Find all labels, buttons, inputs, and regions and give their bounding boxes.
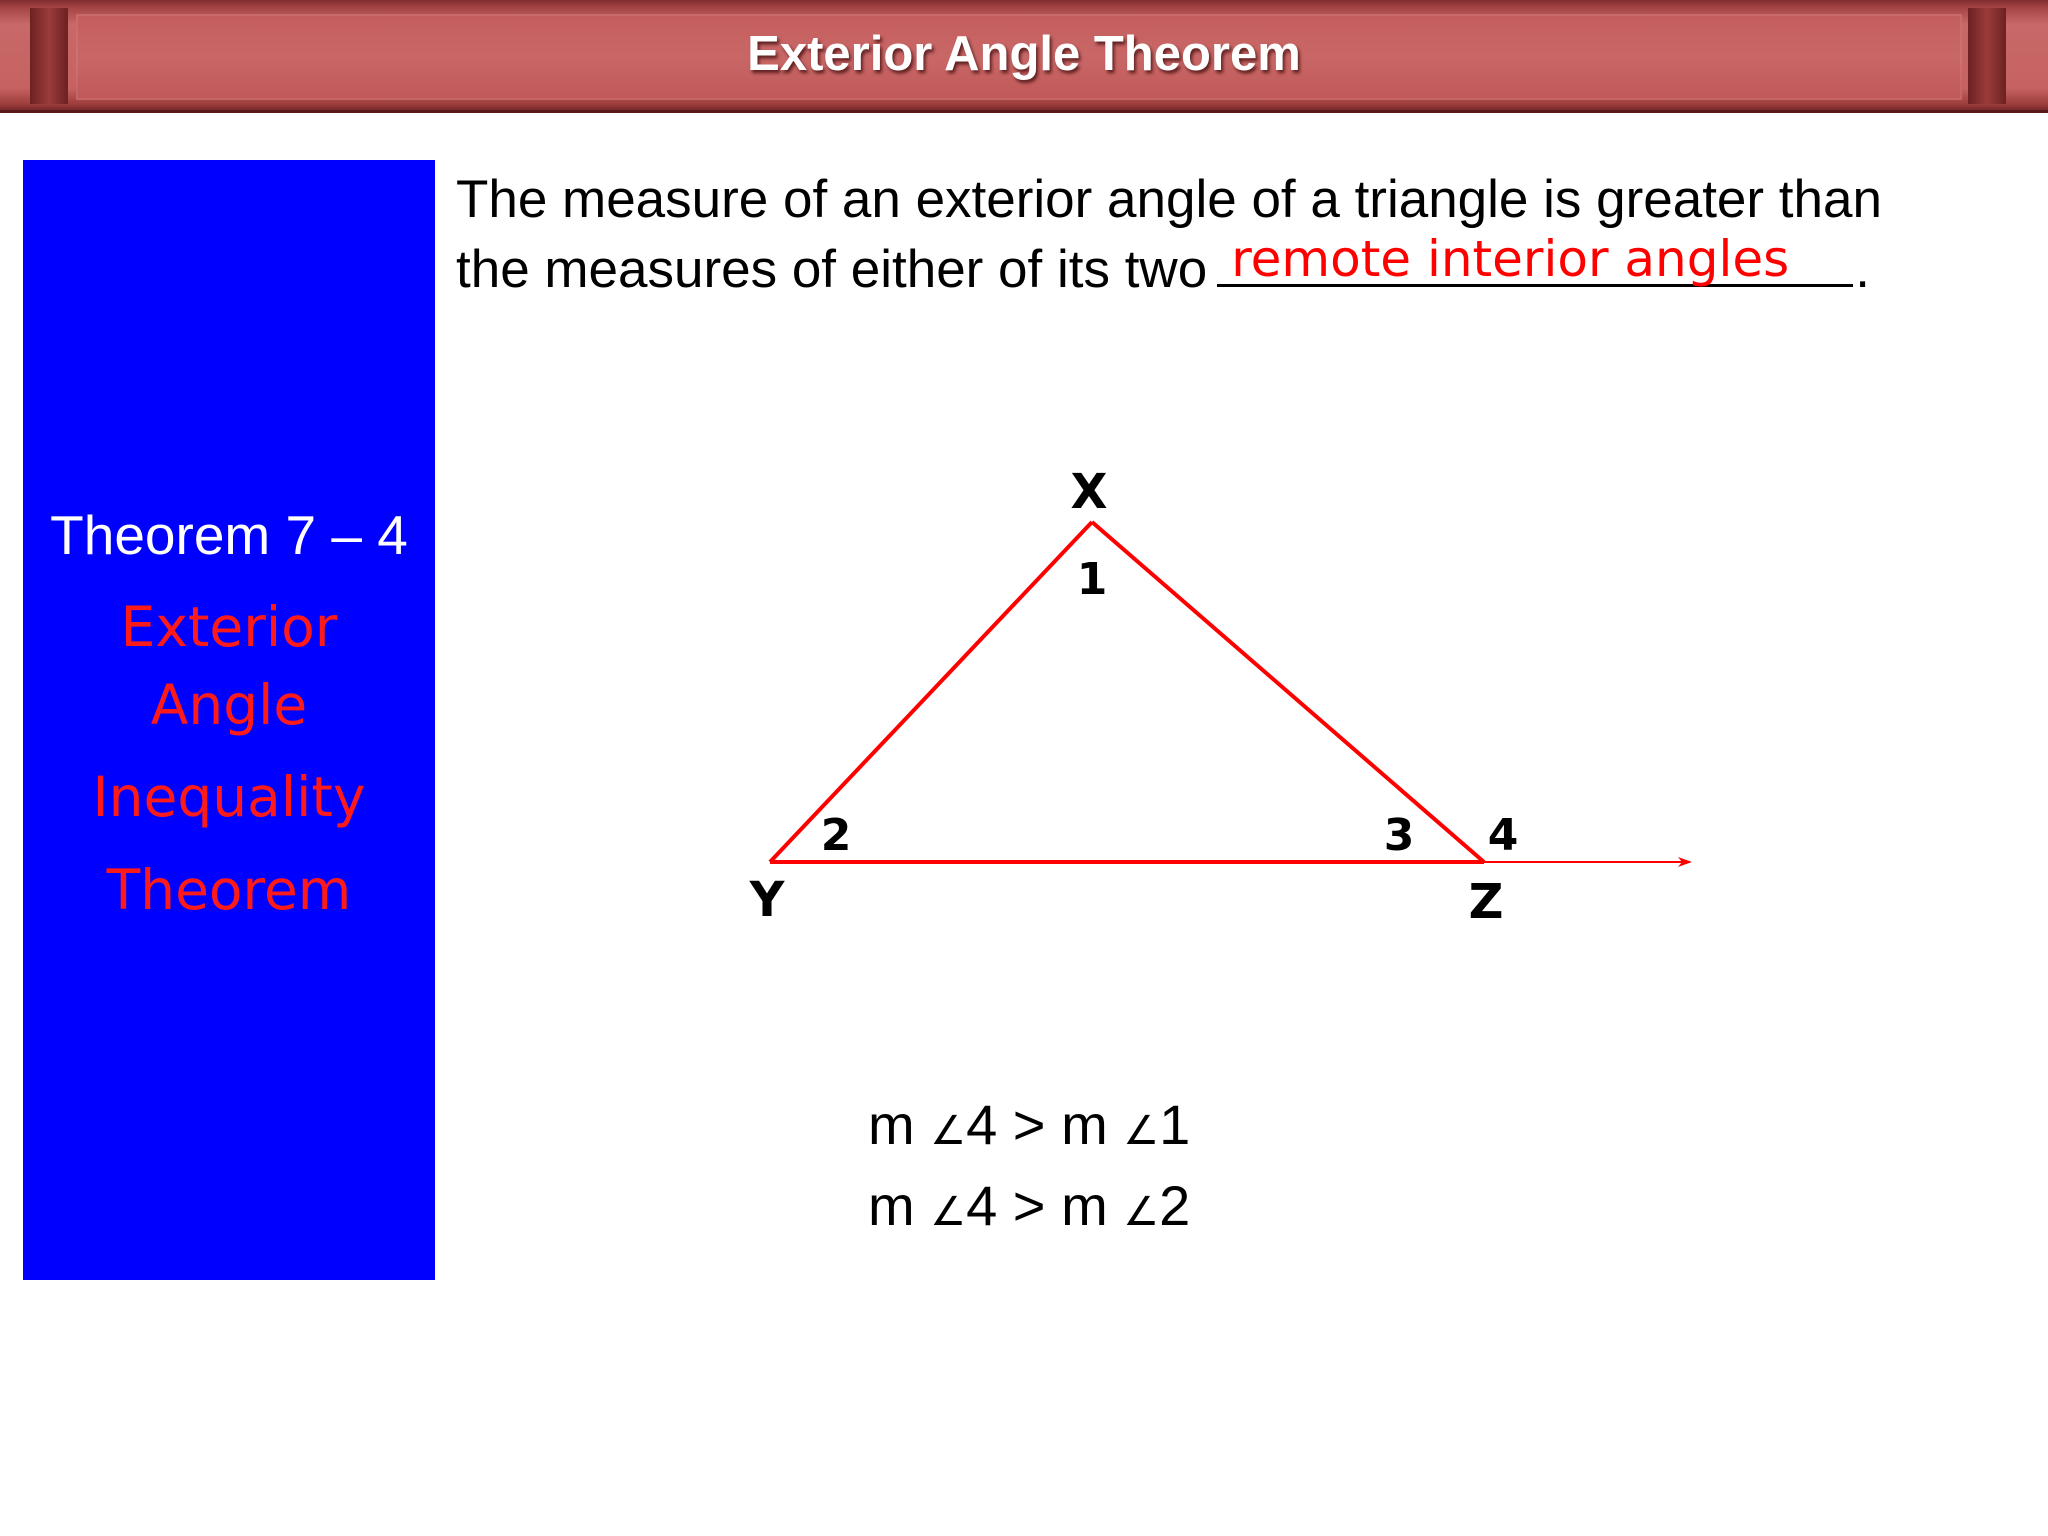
inequality-row <box>868 1174 1191 1237</box>
vertex-label-z: Z <box>1468 874 1504 930</box>
theorem-number: Theorem 7 – 4 <box>50 504 408 566</box>
angle-icon: ∠ <box>1123 1108 1160 1154</box>
measure-symbol: m <box>868 1174 915 1237</box>
theorem-name-line: Theorem <box>106 858 352 922</box>
statement-line-1: The measure of an exterior angle of a triangle is greater than <box>456 170 1882 229</box>
vertex-label-y: Y <box>749 872 785 928</box>
comparison-operator: > <box>1012 1093 1046 1156</box>
angle-number: 4 <box>966 1093 998 1156</box>
vertex-label-x: X <box>1070 464 1108 520</box>
measure-symbol: m <box>1061 1174 1108 1237</box>
theorem-name-line: Inequality <box>92 765 366 829</box>
angle-icon: ∠ <box>930 1108 967 1154</box>
measure-symbol: m <box>868 1093 915 1156</box>
angle-icon: ∠ <box>1123 1189 1160 1235</box>
angle-label-2: 2 <box>820 810 852 861</box>
statement-line-2-prefix: the measures of either of its two <box>456 240 1208 299</box>
angle-icon: ∠ <box>930 1189 967 1235</box>
angle-label-3: 3 <box>1383 810 1415 861</box>
comparison-operator: > <box>1012 1174 1046 1237</box>
slide-title: Exterior Angle Theorem <box>747 27 1301 81</box>
statement-period: . <box>1855 240 1870 299</box>
theorem-name-line: Angle <box>150 673 308 737</box>
angle-number: 2 <box>1159 1174 1191 1237</box>
side-xz <box>1092 522 1484 862</box>
angle-label-1: 1 <box>1076 554 1108 605</box>
theorem-name-line: Exterior <box>120 595 338 659</box>
side-xy <box>770 522 1092 862</box>
angle-number: 4 <box>966 1174 998 1237</box>
measure-symbol: m <box>1061 1093 1108 1156</box>
inequality-row <box>868 1093 1191 1156</box>
angle-label-4: 4 <box>1487 810 1519 861</box>
angle-number: 1 <box>1159 1093 1191 1156</box>
answer-text: remote interior angles <box>1231 230 1790 288</box>
